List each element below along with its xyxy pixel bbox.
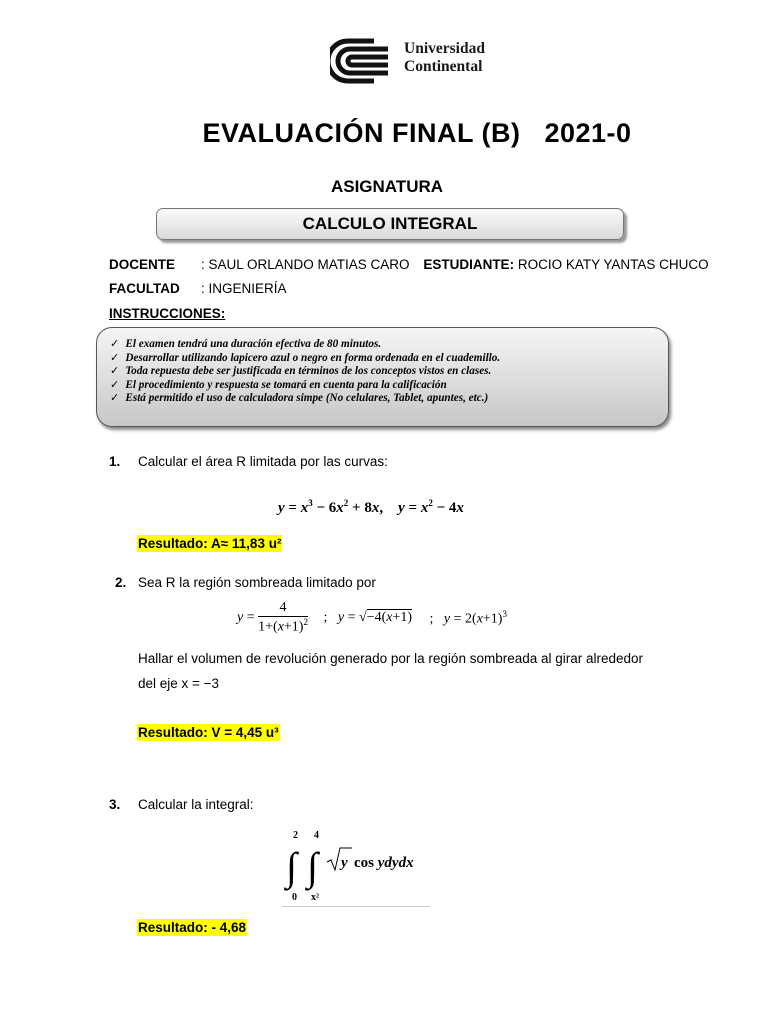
q2-text2: Hallar el volumen de revolución generado por la región sombreada al girar alrededor bbox=[138, 651, 644, 666]
q2-text3: del eje x = −3 bbox=[138, 676, 220, 691]
svg-text:4: 4 bbox=[314, 830, 319, 841]
q1-number: 1. bbox=[109, 454, 121, 469]
docente-label: DOCENTE bbox=[109, 257, 176, 272]
instructions-list bbox=[97, 328, 668, 406]
svg-text:0: 0 bbox=[292, 892, 297, 903]
q2-text: Sea R la región sombreada limitado por bbox=[138, 575, 376, 590]
facultad-row bbox=[109, 281, 287, 296]
continental-logo-icon bbox=[330, 38, 394, 84]
checkmark-icon: ✓ bbox=[110, 338, 120, 350]
q2-number: 2. bbox=[115, 575, 127, 590]
q3-number: 3. bbox=[109, 797, 121, 812]
svg-text:x²: x² bbox=[311, 892, 319, 903]
checkmark-icon: ✓ bbox=[110, 365, 120, 378]
facultad-label: FACULTAD bbox=[109, 281, 180, 296]
checkmark-icon: ✓ bbox=[110, 378, 120, 391]
checkmark-icon: ✓ bbox=[110, 351, 120, 364]
q3-text: Calcular la integral: bbox=[138, 797, 254, 812]
svg-text:y: y bbox=[341, 855, 348, 871]
instruction-item: ✓ El procedimiento y respuesta se tomará en cuenta para la calificación bbox=[110, 378, 447, 391]
svg-text:∫: ∫ bbox=[307, 844, 318, 889]
q1-result: Resultado: A≈ 11,83 u² bbox=[138, 536, 282, 551]
q2-result: Resultado: V = 4,45 u³ bbox=[138, 725, 279, 740]
docente-value: : SAUL ORLANDO MATIAS CARO bbox=[201, 257, 410, 272]
svg-text:cos ydydx: cos ydydx bbox=[354, 855, 414, 871]
logo-line2: Continental bbox=[404, 58, 483, 75]
q1-equation: $y = x^3 - 6x^2 + 8x$, $y = x^2 - 4x$ bbox=[278, 498, 464, 516]
double-integral-graphic bbox=[282, 826, 430, 906]
q2-equations: y = $\frac{4}{1+(x+1)^2}$ ; y = √−4(x+1) ; $y = 2(x+1)^3$ bbox=[237, 600, 507, 635]
svg-text:∫: ∫ bbox=[286, 844, 297, 889]
q3-result: Resultado: - 4,68 bbox=[138, 920, 247, 935]
exam-title: EVALUACIÓN FINAL (B) 2021-0 bbox=[202, 118, 632, 148]
q1-text: Calcular el área R limitada por las curvas: bbox=[138, 454, 388, 469]
facultad-value: : INGENIERÍA bbox=[201, 281, 287, 296]
asignatura-label: ASIGNATURA bbox=[330, 177, 444, 196]
instruction-item: ✓ Desarrollar utilizando lapicero azul o negro en forma ordenada en el cuademillo. bbox=[110, 351, 501, 364]
logo-line1: Universidad bbox=[404, 40, 485, 57]
university-logo bbox=[330, 38, 510, 84]
instructions-box bbox=[96, 327, 669, 427]
instrucciones-label: INSTRUCCIONES: bbox=[109, 306, 226, 321]
svg-text:2: 2 bbox=[293, 830, 298, 841]
subject-box: CALCULO INTEGRAL bbox=[156, 208, 624, 240]
checkmark-icon: ✓ bbox=[110, 392, 120, 405]
instruction-item: ✓ El examen tendrá una duración efectiva de 80 minutos. bbox=[110, 338, 382, 350]
docente-row bbox=[109, 257, 709, 272]
instruction-item: ✓ Está permitido el uso de calculadora simpe (No celulares, Tablet, apuntes, etc.) bbox=[110, 392, 489, 405]
instruction-item: ✓ Toda repuesta debe ser justificada en términos de los conceptos vistos en clases. bbox=[110, 365, 492, 378]
q3-integral bbox=[282, 826, 430, 907]
estudiante-value: ROCIO KATY YANTAS CHUCO bbox=[517, 257, 709, 272]
estudiante-label: ESTUDIANTE: bbox=[423, 257, 515, 272]
